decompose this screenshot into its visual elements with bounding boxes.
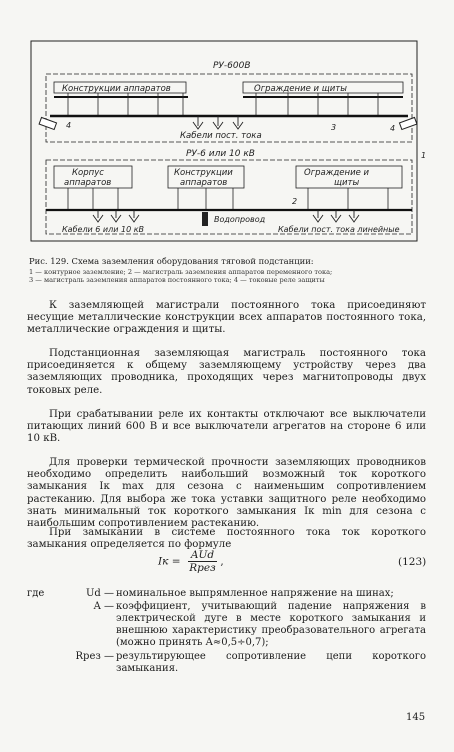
cables-dc-label: Кабели пост. тока <box>180 131 262 141</box>
constructions-label: Конструкции аппаратов <box>62 84 171 94</box>
page-number: 145 <box>406 712 426 723</box>
paragraph-1: К заземляющей магистрали постоянного тока присоединяют несущие металлические конструкции всех аппаратов постоянного тока, металлические ограждения и щиты. <box>27 300 426 336</box>
cables-linear-label: Кабели пост. тока линейные <box>278 225 400 234</box>
formula-123: Iк = AUd Rрез , <box>158 549 224 574</box>
paragraph-3: При срабатывании реле их контакты отключают все выключатели питающих линий 600 В и все выключатели агрегатов на стороне 6 или 10 кВ. <box>27 409 426 445</box>
svg-text:Водопровод: Водопровод <box>214 215 266 224</box>
relay-right <box>399 117 416 129</box>
svg-text:щиты: щиты <box>334 178 360 188</box>
paragraph-2: Подстанционная заземляющая магистраль постоянного тока присоединяется к общему заземляющему устройству через два заземляющих проводника, проходящих через магнитопроводы двух токовых реле. <box>27 348 426 396</box>
def3-text: результирующее сопротивление цепи короткого замыкания. <box>116 651 426 674</box>
svg-text:аппаратов: аппаратов <box>64 178 112 188</box>
figure-caption: Рис. 129. Схема заземления оборудования тяговой подстанции: <box>29 256 314 266</box>
svg-text:1: 1 <box>421 151 427 160</box>
fence-top-label: Ограждение и щиты <box>254 84 347 94</box>
def1-text: номинальное выпрямленное напряжение на шинах; <box>116 588 394 599</box>
ru600-label: РУ-600В <box>213 61 251 71</box>
def3-symbol: Rрез — <box>75 651 114 662</box>
svg-text:Корпус: Корпус <box>72 168 104 178</box>
figure-legend: 1 — контурное заземление; 2 — магистраль заземления аппаратов переменного тока; 3 — магистраль заземления аппаратов постоянного тока; 4 — токовые реле защиты <box>29 268 333 285</box>
svg-text:4: 4 <box>66 121 72 130</box>
ru6-label: РУ-6 или 10 кВ <box>186 149 255 159</box>
svg-text:Ограждение и: Ограждение и <box>304 168 370 178</box>
def1-symbol: Ud — <box>85 588 114 599</box>
cables-6kv-label: Кабели 6 или 10 кВ <box>62 225 145 234</box>
where-label: где <box>27 588 45 599</box>
svg-text:3: 3 <box>331 123 337 132</box>
svg-text:Конструкции: Конструкции <box>174 168 233 178</box>
svg-text:аппаратов: аппаратов <box>180 178 228 188</box>
water-pipe-symbol <box>202 212 208 226</box>
svg-text:4: 4 <box>390 124 396 133</box>
def2-symbol: A — <box>93 601 114 612</box>
formula-number: (123) <box>398 556 427 568</box>
def2-text: коэффициент, учитывающий падение напряжения в электрической дуге в месте короткого замыкания и внешнюю характеристику преобразовательного агрегата (можно принять A≈0,5÷0,7); <box>116 601 426 648</box>
svg-text:2: 2 <box>292 197 298 206</box>
relay-left <box>39 117 56 129</box>
paragraph-4: Для проверки термической прочности заземляющих проводников необходимо определить наибольший возможный ток короткого замыкания Iк max для сезона с наименьшим сопротивлением растеканию. Для выбора же тока уставки защитного реле необходимо знать минимальный ток короткого замыкания Iк min для сезона с наибольшим сопротивлением растеканию. <box>27 457 426 530</box>
grounding-scheme-figure <box>28 38 432 248</box>
paragraph-5: При замыкании в системе постоянного тока ток короткого замыкания определяется по формуле <box>27 527 426 551</box>
